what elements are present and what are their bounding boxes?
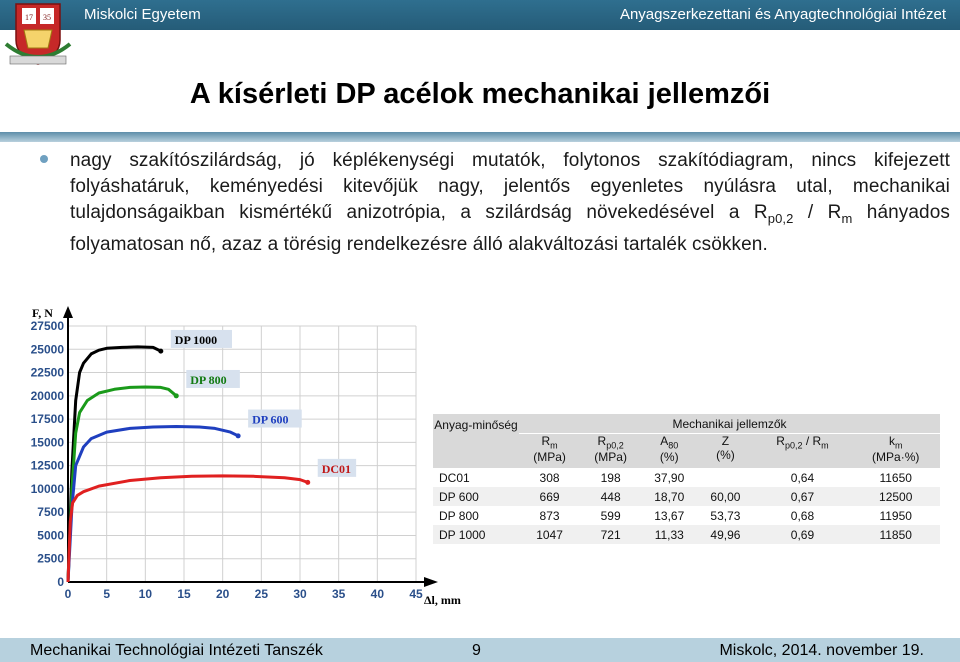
col-header-0: $R_m$ (MPa) bbox=[519, 434, 580, 469]
series-endpoint-3 bbox=[305, 480, 310, 485]
series-endpoint-1 bbox=[174, 393, 179, 398]
table-cell: 198 bbox=[580, 468, 641, 487]
table-cell: 599 bbox=[580, 506, 641, 525]
x-tick-label: 40 bbox=[370, 587, 385, 601]
x-tick-label: 10 bbox=[138, 587, 153, 601]
table-cell bbox=[697, 468, 753, 487]
table-cell: 873 bbox=[519, 506, 580, 525]
university-crest-logo bbox=[2, 0, 74, 70]
col-header-2: $A_{80}$ (%) bbox=[641, 434, 697, 469]
bullet-sub-a: p0,2 bbox=[767, 210, 794, 226]
table-cell: 669 bbox=[519, 487, 580, 506]
series-label-0: DP 1000 bbox=[174, 332, 218, 347]
table-row bbox=[433, 487, 940, 506]
footer-place-date: Miskolc, 2014. november 19. bbox=[719, 642, 924, 659]
bullet-text bbox=[70, 148, 950, 258]
slide-title: A kísérleti DP acélok mechanikai jellemzői bbox=[189, 78, 771, 110]
x-tick-label: 30 bbox=[293, 587, 307, 601]
table-cell: 11650 bbox=[851, 468, 940, 487]
series-line-1 bbox=[68, 387, 176, 582]
col-header-4: $R_{p0,2} / R_m$ bbox=[754, 434, 852, 469]
table-cell: 721 bbox=[580, 525, 641, 544]
mechanical-properties-table bbox=[433, 414, 940, 544]
row-material: DP 800 bbox=[433, 506, 519, 525]
y-tick-label: 0 bbox=[57, 575, 64, 589]
table-cell: 1047 bbox=[519, 525, 580, 544]
table-cell: 11850 bbox=[851, 525, 940, 544]
x-tick-label: 35 bbox=[331, 587, 346, 601]
x-tick-label: 0 bbox=[64, 587, 72, 601]
table-row bbox=[433, 506, 940, 525]
y-tick-label: 5000 bbox=[37, 528, 64, 543]
col-header-material: Anyag-minőség bbox=[433, 414, 519, 468]
y-tick-label: 22500 bbox=[30, 365, 64, 380]
col-header-3: Z (%) bbox=[697, 434, 753, 469]
series-line-0 bbox=[68, 347, 161, 582]
x-tick-label: 25 bbox=[254, 587, 269, 601]
series-endpoint-0 bbox=[158, 349, 163, 354]
force-elongation-chart bbox=[20, 300, 480, 612]
university-name: Miskolci Egyetem bbox=[84, 6, 201, 23]
series-line-3 bbox=[68, 476, 308, 582]
series-label-2: DP 600 bbox=[252, 412, 289, 427]
footer-department: Mechanikai Technológiai Intézeti Tanszék bbox=[30, 642, 323, 659]
bullet-text-c: hányados folyamatosan nő, azaz a törésig rendelkezésre álló alakváltozási tartalék csökken. bbox=[70, 202, 950, 255]
x-tick-label: 5 bbox=[103, 587, 111, 601]
series-label-3: DC01 bbox=[321, 461, 352, 476]
group-header: Mechanikai jellemzők bbox=[519, 414, 940, 434]
table-cell: 13,67 bbox=[641, 506, 697, 525]
row-material: DC01 bbox=[433, 468, 519, 487]
footer-page-number: 9 bbox=[472, 642, 481, 659]
table-cell: 0,68 bbox=[754, 506, 852, 525]
table-row bbox=[433, 525, 940, 544]
y-tick-label: 10000 bbox=[30, 481, 64, 496]
svg-text:17: 17 bbox=[25, 13, 33, 22]
bullet-text-a: nagy szakítószilárdság, jó képlékenységi mutatók, folytonos szakítódiagram, nincs kifejezett folyáshatáruk, keményedési kitevőjük nagy, jelentős egyenletes nyúlásra utal, mechanikai tulajdonságaikban kismértékű anizotrópia, a szilárdság növekedésével a R bbox=[70, 150, 950, 223]
y-tick-label: 2500 bbox=[37, 551, 64, 566]
bullet-text-b: / R bbox=[793, 202, 842, 223]
y-tick-label: 27500 bbox=[30, 319, 64, 333]
table-row bbox=[433, 468, 940, 487]
bullet-dot bbox=[40, 155, 48, 163]
table-cell: 60,00 bbox=[697, 487, 753, 506]
y-axis-label: F, N bbox=[32, 306, 53, 320]
y-axis-arrow bbox=[63, 306, 73, 318]
y-tick-label: 12500 bbox=[30, 458, 64, 473]
table-cell: 12500 bbox=[851, 487, 940, 506]
table-cell: 53,73 bbox=[697, 506, 753, 525]
col-header-5: $k_m$ (MPa·%) bbox=[851, 434, 940, 469]
table-cell: 37,90 bbox=[641, 468, 697, 487]
header-bar bbox=[0, 0, 960, 30]
bullet-sub-b: m bbox=[841, 210, 853, 226]
table-cell: 308 bbox=[519, 468, 580, 487]
y-tick-label: 25000 bbox=[30, 342, 64, 357]
y-tick-label: 7500 bbox=[37, 505, 64, 520]
table-cell: 11950 bbox=[851, 506, 940, 525]
x-tick-label: 15 bbox=[177, 587, 191, 601]
x-axis-label: Δl, mm bbox=[424, 593, 461, 607]
y-tick-label: 20000 bbox=[30, 388, 64, 403]
y-tick-label: 15000 bbox=[30, 435, 64, 450]
series-label-1: DP 800 bbox=[190, 372, 227, 387]
table-cell: 18,70 bbox=[641, 487, 697, 506]
x-tick-label: 20 bbox=[215, 587, 230, 601]
svg-text:35: 35 bbox=[43, 13, 51, 22]
table-cell: 448 bbox=[580, 487, 641, 506]
table-cell: 0,67 bbox=[754, 487, 852, 506]
table-cell: 11,33 bbox=[641, 525, 697, 544]
y-tick-label: 17500 bbox=[30, 412, 64, 427]
row-material: DP 1000 bbox=[433, 525, 519, 544]
table-cell: 0,69 bbox=[754, 525, 852, 544]
x-axis-arrow bbox=[424, 577, 438, 587]
table-cell: 49,96 bbox=[697, 525, 753, 544]
title-divider bbox=[0, 132, 960, 142]
table-cell: 0,64 bbox=[754, 468, 852, 487]
institute-name: Anyagszerkezettani és Anyagtechnológiai Intézet bbox=[619, 6, 946, 23]
series-endpoint-2 bbox=[236, 433, 241, 438]
col-header-1: $R_{p0,2}$ (MPa) bbox=[580, 434, 641, 469]
footer-bar bbox=[0, 638, 960, 662]
x-tick-label: 45 bbox=[409, 587, 423, 601]
row-material: DP 600 bbox=[433, 487, 519, 506]
